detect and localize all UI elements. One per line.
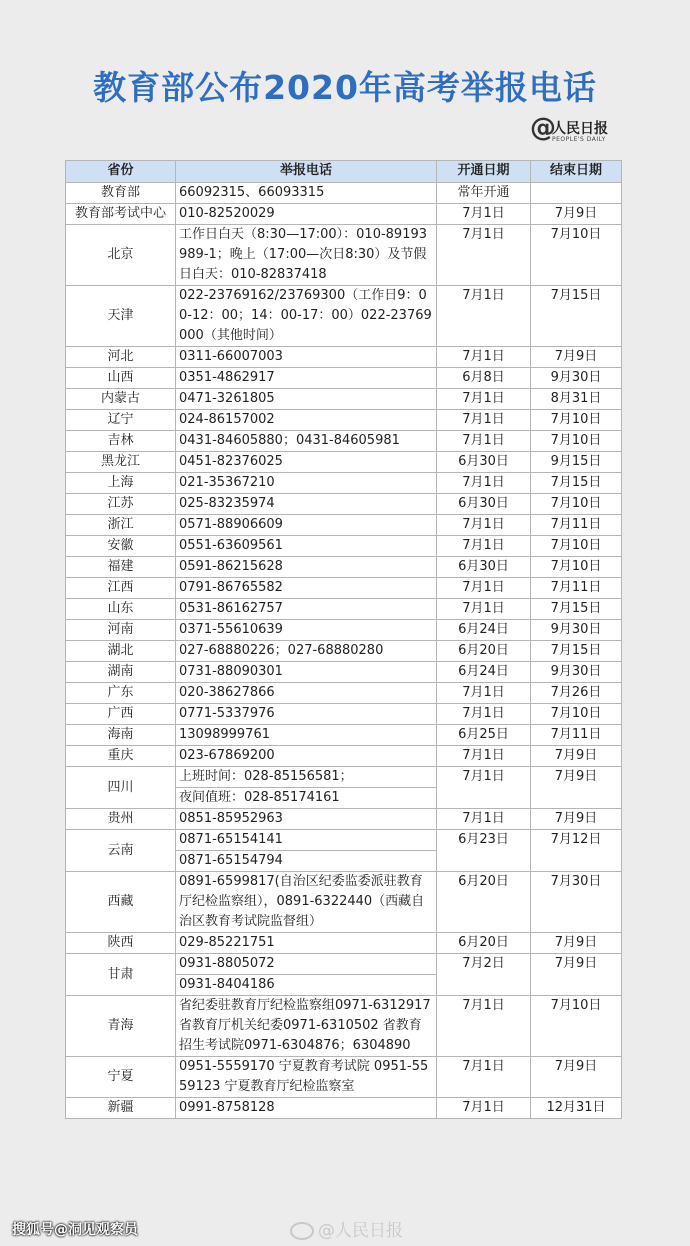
start-date-cell: 7月1日: [437, 746, 531, 767]
phone-cell: 0871-65154141: [176, 830, 437, 851]
phone-cell: 010-82520029: [176, 204, 437, 225]
hotline-table: [65, 160, 622, 1119]
table-row: [66, 1057, 622, 1098]
end-date-cell: 7月10日: [531, 536, 622, 557]
table-row: [66, 286, 622, 347]
table-row: [66, 746, 622, 767]
end-date-cell: 7月26日: [531, 683, 622, 704]
province-cell: 浙江: [66, 515, 176, 536]
end-date-cell: [531, 183, 622, 204]
province-cell: 广东: [66, 683, 176, 704]
start-date-cell: 6月30日: [437, 557, 531, 578]
phone-cell: 0891-6599817(自治区纪委监委派驻教育厅纪检监察组），0891-6322440（西藏自治区教育考试院监督组）: [176, 872, 437, 933]
phone-cell: 0991-8758128: [176, 1098, 437, 1119]
table-row: [66, 704, 622, 725]
start-date-cell: 7月1日: [437, 683, 531, 704]
province-cell: 海南: [66, 725, 176, 746]
table-row: [66, 830, 622, 851]
end-date-cell: 7月9日: [531, 767, 622, 809]
phone-cell: 0451-82376025: [176, 452, 437, 473]
start-date-cell: 7月2日: [437, 954, 531, 996]
start-date-cell: 7月1日: [437, 996, 531, 1057]
province-cell: 山东: [66, 599, 176, 620]
province-cell: 四川: [66, 767, 176, 809]
start-date-cell: 6月20日: [437, 933, 531, 954]
table-row: [66, 662, 622, 683]
start-date-cell: 7月1日: [437, 431, 531, 452]
phone-cell: 021-35367210: [176, 473, 437, 494]
start-date-cell: 7月1日: [437, 704, 531, 725]
phone-cell: 025-83235974: [176, 494, 437, 515]
province-cell: 天津: [66, 286, 176, 347]
end-date-cell: 7月9日: [531, 347, 622, 368]
start-date-cell: 6月24日: [437, 662, 531, 683]
table-row: [66, 452, 622, 473]
phone-cell: 工作日白天（8:30—17:00）：010-89193989-1；晚上（17:00—次日8:30）及节假日白天：010-82837418: [176, 225, 437, 286]
end-date-cell: 7月15日: [531, 599, 622, 620]
phone-cell: 0531-86162757: [176, 599, 437, 620]
logo-at-symbol: @: [530, 113, 556, 143]
sohu-source-label: 搜狐号@洞见观察员: [12, 1222, 138, 1238]
end-date-cell: 7月10日: [531, 225, 622, 286]
phone-cell: 0931-8805072: [176, 954, 437, 975]
phone-cell: 024-86157002: [176, 410, 437, 431]
table-row: [66, 578, 622, 599]
start-date-cell: 7月1日: [437, 536, 531, 557]
end-date-cell: 7月11日: [531, 515, 622, 536]
table-row: [66, 183, 622, 204]
end-date-cell: 8月31日: [531, 389, 622, 410]
header-phone: 举报电话: [176, 161, 437, 183]
end-date-cell: 7月9日: [531, 746, 622, 767]
phone-cell: 上班时间：028-85156581；: [176, 767, 437, 788]
province-cell: 福建: [66, 557, 176, 578]
header-start-date: 开通日期: [437, 161, 531, 183]
page-title: 教育部公布2020年高考举报电话: [93, 68, 597, 107]
logo-name: 人民日报: [552, 121, 608, 137]
logo-english-name: PEOPLE'S DAILY: [552, 136, 606, 143]
phone-cell: 省纪委驻教育厅纪检监察组0971-6312917 省教育厅机关纪委0971-6310502 省教育招生考试院0971-6304876；6304890: [176, 996, 437, 1057]
start-date-cell: 7月1日: [437, 347, 531, 368]
table-row: [66, 368, 622, 389]
end-date-cell: 7月9日: [531, 204, 622, 225]
province-cell: 内蒙古: [66, 389, 176, 410]
table-row: [66, 389, 622, 410]
phone-cell: 0731-88090301: [176, 662, 437, 683]
table-row: [66, 473, 622, 494]
province-cell: 上海: [66, 473, 176, 494]
phone-cell: 0311-66007003: [176, 347, 437, 368]
phone-cell: 020-38627866: [176, 683, 437, 704]
end-date-cell: 12月31日: [531, 1098, 622, 1119]
start-date-cell: 7月1日: [437, 515, 531, 536]
province-cell: 宁夏: [66, 1057, 176, 1098]
table-row: [66, 536, 622, 557]
province-cell: 教育部: [66, 183, 176, 204]
province-cell: 重庆: [66, 746, 176, 767]
end-date-cell: 7月10日: [531, 557, 622, 578]
peoples-daily-logo: [530, 115, 620, 147]
table-row: [66, 557, 622, 578]
phone-cell: 0371-55610639: [176, 620, 437, 641]
province-cell: 广西: [66, 704, 176, 725]
end-date-cell: 7月9日: [531, 933, 622, 954]
start-date-cell: 6月20日: [437, 872, 531, 933]
end-date-cell: 9月30日: [531, 662, 622, 683]
end-date-cell: 7月11日: [531, 725, 622, 746]
end-date-cell: 7月10日: [531, 996, 622, 1057]
phone-cell: 022-23769162/23769300（工作日9：00-12：00；14：00-17：00）022-23769000（其他时间）: [176, 286, 437, 347]
end-date-cell: 7月10日: [531, 494, 622, 515]
province-cell: 河北: [66, 347, 176, 368]
start-date-cell: 7月1日: [437, 389, 531, 410]
end-date-cell: 9月15日: [531, 452, 622, 473]
table-header-row: [66, 161, 622, 183]
table-row: [66, 954, 622, 975]
table-row: [66, 515, 622, 536]
province-cell: 贵州: [66, 809, 176, 830]
weibo-watermark: [290, 1216, 403, 1241]
header-province: 省份: [66, 161, 176, 183]
province-cell: 吉林: [66, 431, 176, 452]
phone-cell: 66092315、66093315: [176, 183, 437, 204]
table-row: [66, 620, 622, 641]
start-date-cell: 7月1日: [437, 599, 531, 620]
phone-cell: 0771-5337976: [176, 704, 437, 725]
end-date-cell: 7月9日: [531, 809, 622, 830]
table-row: [66, 809, 622, 830]
phone-cell: 0951-5559170 宁夏教育考试院 0951-5559123 宁夏教育厅纪检监察室: [176, 1057, 437, 1098]
province-cell: 北京: [66, 225, 176, 286]
end-date-cell: 7月9日: [531, 954, 622, 996]
start-date-cell: 7月1日: [437, 204, 531, 225]
province-cell: 教育部考试中心: [66, 204, 176, 225]
phone-cell: 0791-86765582: [176, 578, 437, 599]
phone-cell: 0871-65154794: [176, 851, 437, 872]
province-cell: 陕西: [66, 933, 176, 954]
start-date-cell: 6月8日: [437, 368, 531, 389]
end-date-cell: 7月15日: [531, 286, 622, 347]
start-date-cell: 6月20日: [437, 641, 531, 662]
province-cell: 青海: [66, 996, 176, 1057]
province-cell: 河南: [66, 620, 176, 641]
start-date-cell: 6月23日: [437, 830, 531, 872]
start-date-cell: 6月25日: [437, 725, 531, 746]
phone-cell: 0931-8404186: [176, 975, 437, 996]
province-cell: 江苏: [66, 494, 176, 515]
header-end-date: 结束日期: [531, 161, 622, 183]
province-cell: 安徽: [66, 536, 176, 557]
end-date-cell: 7月12日: [531, 830, 622, 872]
province-cell: 湖北: [66, 641, 176, 662]
phone-cell: 027-68880226；027-68880280: [176, 641, 437, 662]
phone-cell: 13098999761: [176, 725, 437, 746]
table-row: [66, 872, 622, 933]
watermark-text: @人民日报: [318, 1221, 403, 1241]
end-date-cell: 7月15日: [531, 641, 622, 662]
table-row: [66, 494, 622, 515]
province-cell: 江西: [66, 578, 176, 599]
start-date-cell: 7月1日: [437, 225, 531, 286]
phone-cell: 023-67869200: [176, 746, 437, 767]
province-cell: 新疆: [66, 1098, 176, 1119]
start-date-cell: 7月1日: [437, 578, 531, 599]
phone-cell: 0591-86215628: [176, 557, 437, 578]
weibo-icon: [290, 1222, 314, 1240]
phone-cell: 0471-3261805: [176, 389, 437, 410]
table-row: [66, 225, 622, 286]
province-cell: 黑龙江: [66, 452, 176, 473]
province-cell: 甘肃: [66, 954, 176, 996]
start-date-cell: 7月1日: [437, 809, 531, 830]
end-date-cell: 7月15日: [531, 473, 622, 494]
phone-cell: 夜间值班：028-85174161: [176, 788, 437, 809]
start-date-cell: 7月1日: [437, 1057, 531, 1098]
province-cell: 西藏: [66, 872, 176, 933]
start-date-cell: 7月1日: [437, 473, 531, 494]
start-date-cell: 6月24日: [437, 620, 531, 641]
table-row: [66, 683, 622, 704]
start-date-cell: 7月1日: [437, 286, 531, 347]
province-cell: 云南: [66, 830, 176, 872]
end-date-cell: 9月30日: [531, 368, 622, 389]
phone-cell: 0351-4862917: [176, 368, 437, 389]
phone-cell: 0851-85952963: [176, 809, 437, 830]
end-date-cell: 7月10日: [531, 431, 622, 452]
table-row: [66, 767, 622, 788]
province-cell: 山西: [66, 368, 176, 389]
province-cell: 辽宁: [66, 410, 176, 431]
end-date-cell: 7月11日: [531, 578, 622, 599]
table-row: [66, 410, 622, 431]
start-date-cell: 7月1日: [437, 1098, 531, 1119]
table-row: [66, 347, 622, 368]
table-row: [66, 996, 622, 1057]
table-row: [66, 599, 622, 620]
start-date-cell: 7月1日: [437, 767, 531, 809]
start-date-cell: 7月1日: [437, 410, 531, 431]
table-row: [66, 933, 622, 954]
phone-cell: 029-85221751: [176, 933, 437, 954]
end-date-cell: 9月30日: [531, 620, 622, 641]
table-row: [66, 641, 622, 662]
end-date-cell: 7月30日: [531, 872, 622, 933]
start-date-cell: 6月30日: [437, 452, 531, 473]
end-date-cell: 7月9日: [531, 1057, 622, 1098]
table-row: [66, 1098, 622, 1119]
phone-cell: 0571-88906609: [176, 515, 437, 536]
end-date-cell: 7月10日: [531, 410, 622, 431]
phone-cell: 0431-84605880；0431-84605981: [176, 431, 437, 452]
table-row: [66, 204, 622, 225]
start-date-cell: 6月30日: [437, 494, 531, 515]
start-date-cell: 常年开通: [437, 183, 531, 204]
phone-cell: 0551-63609561: [176, 536, 437, 557]
province-cell: 湖南: [66, 662, 176, 683]
end-date-cell: 7月10日: [531, 704, 622, 725]
table-row: [66, 725, 622, 746]
table-row: [66, 431, 622, 452]
